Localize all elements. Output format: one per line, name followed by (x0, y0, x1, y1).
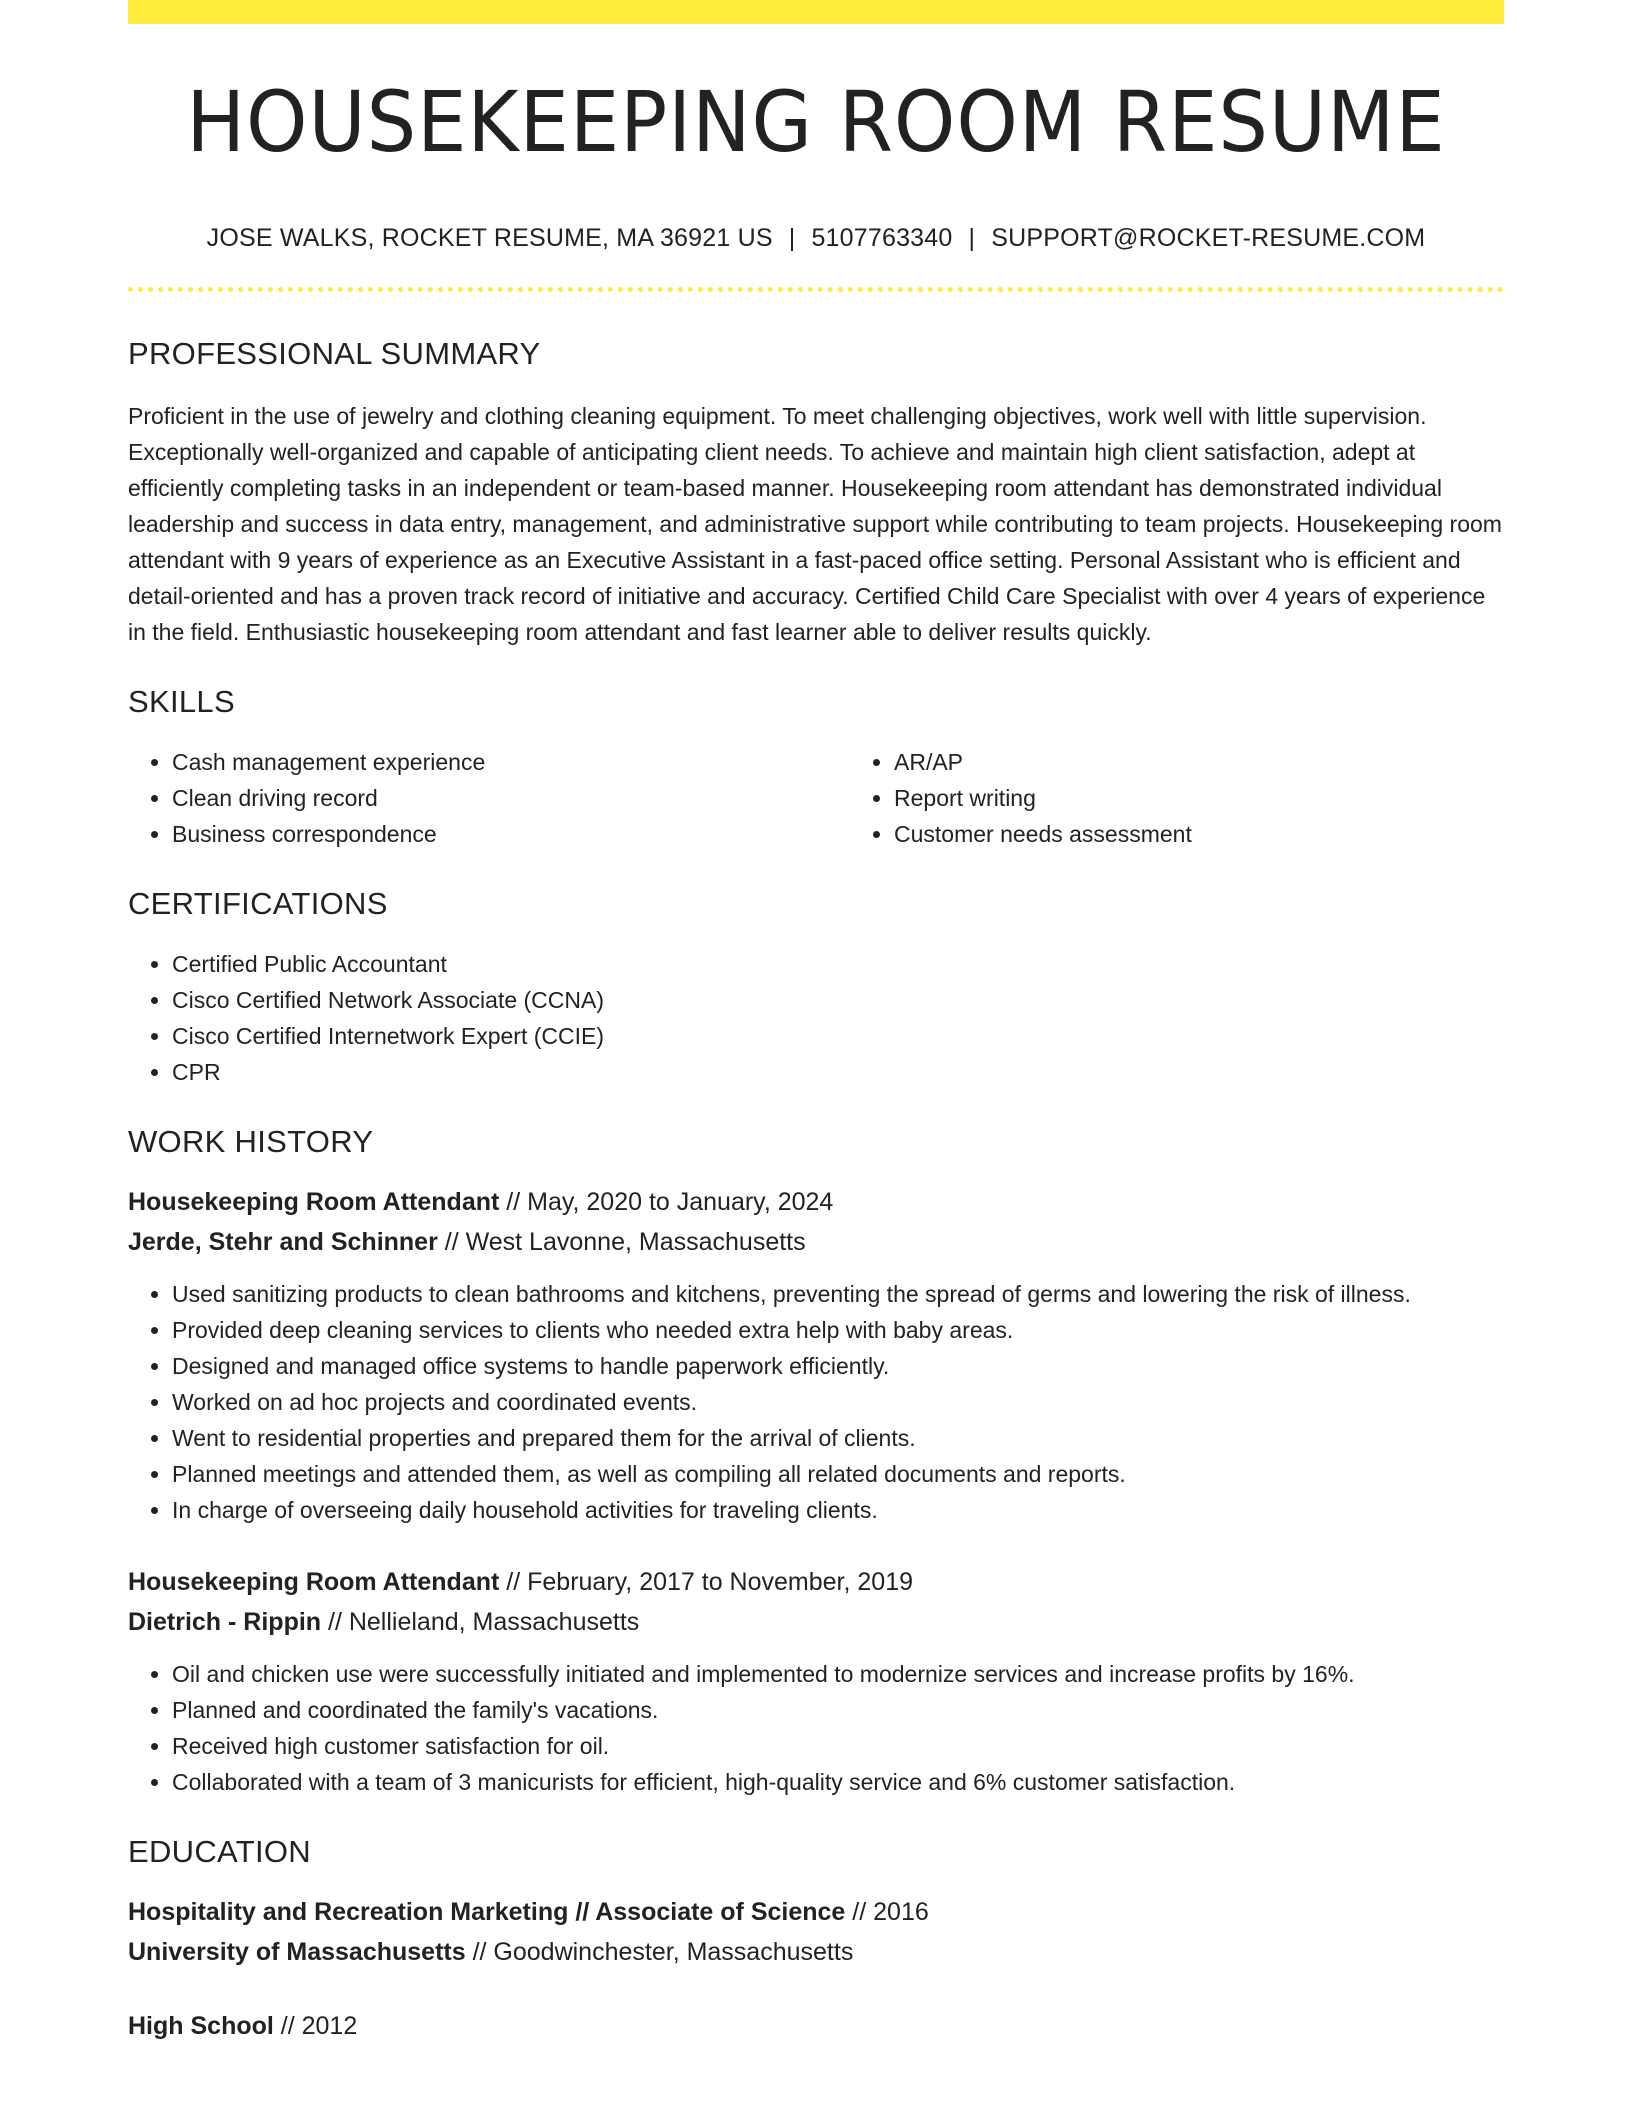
education-heading: EDUCATION (128, 1834, 311, 1869)
contact-separator: | (788, 224, 796, 252)
education-degree: Hospitality and Recreation Marketing // Associate of Science (128, 1898, 846, 1926)
job-dates: // May, 2020 to January, 2024 (506, 1188, 834, 1216)
accent-top-bar (128, 0, 1504, 24)
skill-item: • Cash management experience (172, 744, 850, 780)
job-dates: // February, 2017 to November, 2019 (506, 1568, 913, 1596)
education-degree: High School (128, 2012, 274, 2040)
job-entry (128, 1182, 1504, 1528)
skills-list-left (128, 744, 850, 852)
summary-heading: PROFESSIONAL SUMMARY (128, 336, 541, 371)
certification-item: • Cisco Certified Internetwork Expert (CCIE) (172, 1018, 1504, 1054)
job-bullet: • Provided deep cleaning services to clients who needed extra help with baby areas. (172, 1312, 1504, 1348)
education-line (128, 2006, 1504, 2046)
job-location: // West Lavonne, Massachusetts (444, 1228, 806, 1256)
skills-section (128, 684, 1504, 852)
job-bullets (128, 1656, 1504, 1800)
skill-item: • Clean driving record (172, 780, 850, 816)
certification-item: • CPR (172, 1054, 1504, 1090)
job-entry (128, 1562, 1504, 1800)
skills-grid (128, 744, 1504, 852)
contact-address: JOSE WALKS, ROCKET RESUME, MA 36921 US (206, 224, 773, 252)
job-title-line (128, 1562, 1504, 1642)
skills-heading: SKILLS (128, 684, 235, 719)
certifications-section (128, 886, 1504, 1090)
job-bullet: • Collaborated with a team of 3 manicurists for efficient, high-quality service and 6% customer satisfaction. (172, 1764, 1504, 1800)
job-title-line (128, 1182, 1504, 1262)
job-bullet: • Went to residential properties and prepared them for the arrival of clients. (172, 1420, 1504, 1456)
job-bullet: • Planned meetings and attended them, as well as compiling all related documents and reports. (172, 1456, 1504, 1492)
education-entry (128, 2006, 1504, 2046)
resume-title: HOUSEKEEPING ROOM RESUME (186, 73, 1446, 171)
contact-separator: | (968, 224, 976, 252)
education-location: // Goodwinchester, Massachusetts (472, 1938, 854, 1966)
skill-item: • Customer needs assessment (894, 816, 1572, 852)
certification-item: • Cisco Certified Network Associate (CCNA) (172, 982, 1504, 1018)
certifications-list (128, 946, 1504, 1090)
job-bullet: • Worked on ad hoc projects and coordinated events. (172, 1384, 1504, 1420)
work-history-section (128, 1124, 1504, 1800)
job-company: Dietrich - Rippin (128, 1608, 322, 1636)
certifications-heading: CERTIFICATIONS (128, 886, 388, 921)
work-history-heading: WORK HISTORY (128, 1124, 374, 1159)
contact-line (128, 224, 1504, 253)
skill-item: • Report writing (894, 780, 1572, 816)
education-school: University of Massachusetts (128, 1938, 466, 1966)
contact-phone: 5107763340 (811, 224, 953, 252)
job-bullet: • In charge of overseeing daily household activities for traveling clients. (172, 1492, 1504, 1528)
education-section (128, 1834, 1504, 2046)
dotted-divider (128, 287, 1504, 292)
education-line (128, 1892, 1504, 1972)
job-location: // Nellieland, Massachusetts (328, 1608, 640, 1636)
job-title: Housekeeping Room Attendant (128, 1188, 500, 1216)
job-bullet: • Designed and managed office systems to handle paperwork efficiently. (172, 1348, 1504, 1384)
certification-item: • Certified Public Accountant (172, 946, 1504, 982)
job-bullet: • Oil and chicken use were successfully initiated and implemented to modernize services and increase profits by 16%. (172, 1656, 1504, 1692)
job-bullet: • Received high customer satisfaction for oil. (172, 1728, 1504, 1764)
education-entry (128, 1892, 1504, 1972)
education-year: // 2012 (280, 2012, 358, 2040)
job-bullet: • Used sanitizing products to clean bathrooms and kitchens, preventing the spread of germs and lowering the risk of illness. (172, 1276, 1504, 1312)
job-company: Jerde, Stehr and Schinner (128, 1228, 438, 1256)
summary-text: Proficient in the use of jewelry and clothing cleaning equipment. To meet challenging objectives, work well with little supervision. Exceptionally well-organized and capable of anticipating client needs. To achieve and maintain high client satisfaction, adept at efficiently completing tasks in an independent or team-based manner. Housekeeping room attendant has demonstrated individual leadership and success in data entry, management, and administrative support while contributing to team projects. Housekeeping room attendant with 9 years of experience as an Executive Assistant in a fast-paced office setting. Personal Assistant who is efficient and detail-oriented and has a proven track record of initiative and accuracy. Certified Child Care Specialist with over 4 years of experience in the field. Enthusiastic housekeeping room attendant and fast learner able to deliver results quickly. (128, 403, 1502, 645)
skills-list-right (850, 744, 1572, 852)
education-year: // 2016 (852, 1898, 929, 1926)
resume-page (128, 0, 1504, 2046)
contact-email: SUPPORT@ROCKET-RESUME.COM (991, 224, 1426, 252)
job-bullets (128, 1276, 1504, 1528)
job-bullet: • Planned and coordinated the family's vacations. (172, 1692, 1504, 1728)
skill-item: • Business correspondence (172, 816, 850, 852)
skill-item: • AR/AP (894, 744, 1572, 780)
job-title: Housekeeping Room Attendant (128, 1568, 500, 1596)
